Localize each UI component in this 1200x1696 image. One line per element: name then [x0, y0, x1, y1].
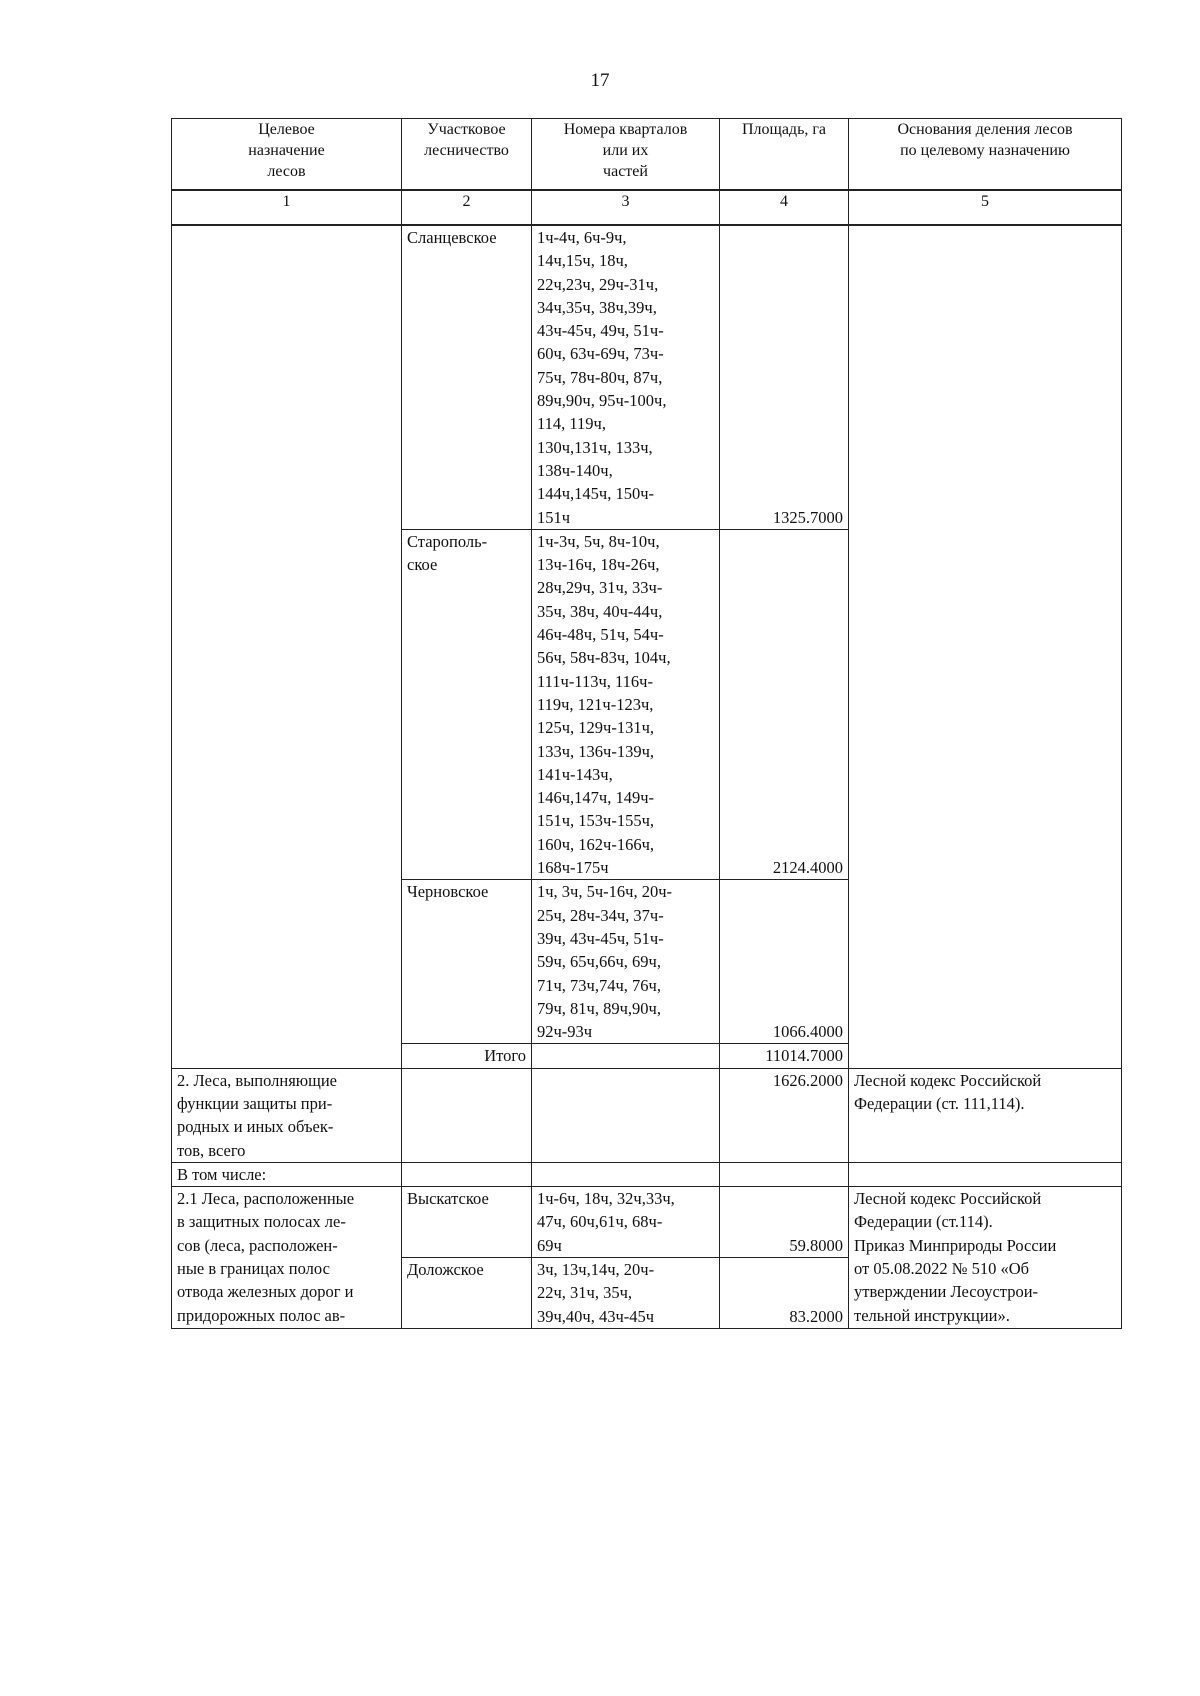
col-number-5: 5 [849, 190, 1122, 225]
area-cell: 59.8000 [720, 1187, 849, 1258]
col-number-2: 2 [402, 190, 532, 225]
header-purpose: Целевое назначение лесов [172, 119, 402, 191]
area-cell: 1066.4000 [720, 880, 849, 1044]
basis-cell-empty [849, 1162, 1122, 1186]
area-cell: 1626.2000 [720, 1068, 849, 1162]
purpose-cell: 2. Леса, выполняющие функции защиты при- родных и иных объек- тов, всего [172, 1068, 402, 1162]
area-cell: 83.2000 [720, 1258, 849, 1329]
total-label: Итого [402, 1044, 532, 1068]
quarters-cell: 1ч, 3ч, 5ч-16ч, 20ч- 25ч, 28ч-34ч, 37ч- 39ч, 43ч-45ч, 51ч- 59ч, 65ч,66ч, 69ч, 71ч, 73ч,74ч, 76ч, 79ч, 81ч, 89ч,90ч, 92ч-93ч [532, 880, 720, 1044]
forestry-cell: Доложское [402, 1258, 532, 1329]
header-quarters: Номера кварталов или их частей [532, 119, 720, 191]
including-label: В том числе: [172, 1162, 402, 1186]
purpose-cell: 2.1 Леса, расположенные в защитных полосах ле- сов (леса, расположен- ные в границах полос отвода железных дорог и придорожных полос ав- [172, 1187, 402, 1329]
basis-cell: Лесной кодекс Российской Федерации (ст. 111,114). [849, 1068, 1122, 1162]
basis-cell: Лесной кодекс Российской Федерации (ст.114). Приказ Минприроды России от 05.08.2022 № 510 «Об утверждении Лесоустрои- тельной инструкции». [849, 1187, 1122, 1329]
header-basis: Основания деления лесов по целевому назначению [849, 119, 1122, 191]
quarters-cell: 3ч, 13ч,14ч, 20ч- 22ч, 31ч, 35ч, 39ч,40ч, 43ч-45ч [532, 1258, 720, 1329]
header-row [172, 119, 1122, 191]
table-row [172, 225, 1122, 529]
table-row [172, 1068, 1122, 1162]
column-number-row [172, 190, 1122, 225]
col-number-4: 4 [720, 190, 849, 225]
purpose-cell-empty [172, 225, 402, 1068]
table-row [172, 1162, 1122, 1186]
area-cell: 2124.4000 [720, 529, 849, 879]
forestry-cell: Старополь- ское [402, 529, 532, 879]
forestry-cell: Сланцевское [402, 225, 532, 529]
area-cell-empty [720, 1162, 849, 1186]
quarters-cell: 1ч-6ч, 18ч, 32ч,33ч, 47ч, 60ч,61ч, 68ч- 69ч [532, 1187, 720, 1258]
total-area: 11014.7000 [720, 1044, 849, 1068]
basis-cell-empty [849, 225, 1122, 1068]
forestry-cell-empty [402, 1068, 532, 1162]
quarters-cell-empty [532, 1068, 720, 1162]
area-cell: 1325.7000 [720, 225, 849, 529]
header-area: Площадь, га [720, 119, 849, 191]
forestry-cell: Выскатское [402, 1187, 532, 1258]
forest-purpose-table [171, 118, 1122, 1329]
table-row [172, 1187, 1122, 1258]
quarters-cell-empty [532, 1044, 720, 1068]
col-number-1: 1 [172, 190, 402, 225]
quarters-cell: 1ч-3ч, 5ч, 8ч-10ч, 13ч-16ч, 18ч-26ч, 28ч,29ч, 31ч, 33ч- 35ч, 38ч, 40ч-44ч, 46ч-48ч, 51ч, 54ч- 56ч, 58ч-83ч, 104ч, 111ч-113ч, 116ч- 119ч, 121ч-123ч, 125ч, 129ч-131ч, 133ч, 136ч-139ч, 141ч-143ч, 146ч,147ч, 149ч- 151ч, 153ч-155ч, 160ч, 162ч-166ч, 168ч-175ч [532, 529, 720, 879]
header-forestry: Участковое лесничество [402, 119, 532, 191]
forestry-cell-empty [402, 1162, 532, 1186]
quarters-cell-empty [532, 1162, 720, 1186]
quarters-cell: 1ч-4ч, 6ч-9ч, 14ч,15ч, 18ч, 22ч,23ч, 29ч-31ч, 34ч,35ч, 38ч,39ч, 43ч-45ч, 49ч, 51ч- 60ч, 63ч-69ч, 73ч- 75ч, 78ч-80ч, 87ч, 89ч,90ч, 95ч-100ч, 114, 119ч, 130ч,131ч, 133ч, 138ч-140ч, 144ч,145ч, 150ч- 151ч [532, 225, 720, 529]
col-number-3: 3 [532, 190, 720, 225]
page-number: 17 [590, 70, 610, 91]
forestry-cell: Черновское [402, 880, 532, 1044]
